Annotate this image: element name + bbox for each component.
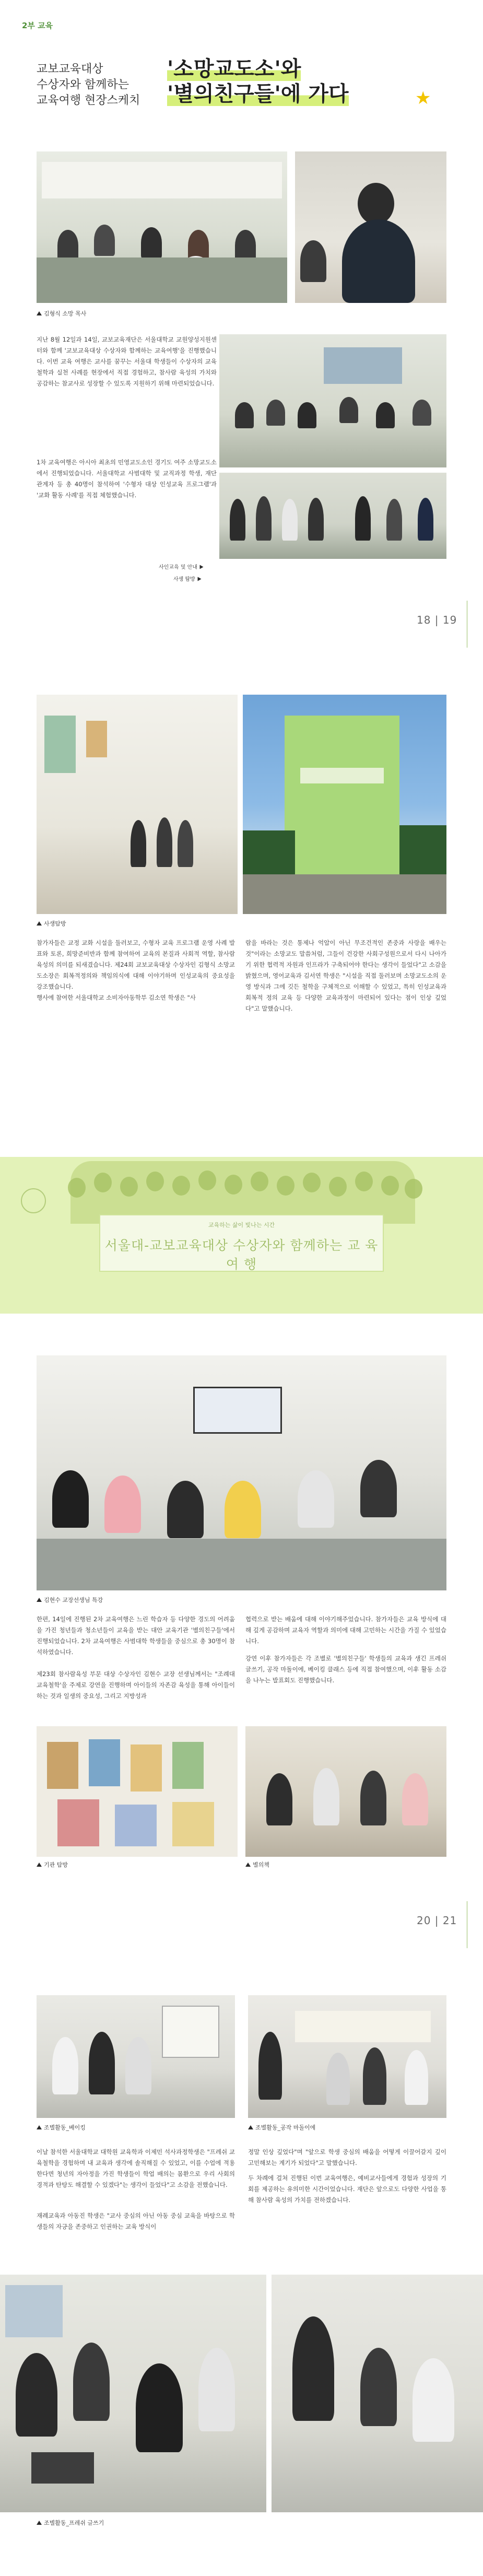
- photo-craft-activity: [248, 1995, 446, 2118]
- page2-paragraph-left-2: 행사에 참여한 서울대학교 소비자아동학부 김소연 학생은 "사: [37, 994, 196, 1001]
- page-number-18-19: 18 | 19: [417, 614, 457, 626]
- page4-paragraph-right: 정말 인상 깊었다"며 "앞으로 학생 중심의 배움을 어떻게 이끌어갈지 깊이 고민해보는 계기가 되었다"고 말했습니다.: [248, 2148, 446, 2167]
- page2-paragraph-left: 참가자들은 교정 교화 시설을 둘러보고, 수형자 교육 프로그램 운영 사례 발표와 토론, 희망준비반과 함께 참여하여 교육의 본질과 사회적 역할, 참사람 육성의 의미를 되새겼습니다. 제24회 교보교육대상 수상자인 김형식 소망교도소장은 회복적정의와 책임의식에 대해 이야기하며 인성교육의 중요성을 강조했습니다.: [37, 939, 235, 990]
- caption-hallway: 사생탐방: [37, 919, 66, 928]
- page4-paragraph-left: 이날 참석한 서울대학교 대학원 교육학과 이제민 석사과정학생은 "프레쉬 교육철학을 경험하며 내 교육과 생각에 솔직해질 수 있었고, 이를 수업에 적용한다면 청년의 자아정을 가진 학생들이 학업 배의는 몸환으로 우리 사회의 경적과 탄탕도 해결할 수 있겠다"는 생각이 들었다"고 소감을 전했습니다.: [37, 2148, 235, 2188]
- page-number-20-21: 20 | 21: [417, 1914, 457, 1927]
- photo-writing-activity-right: [272, 2275, 483, 2512]
- caption-craft: 조별활동_공작 마돌이에: [248, 2123, 315, 2132]
- title-line2: '별의친구들'에 가다: [167, 82, 349, 106]
- page2-paragraph-right: 람을 바라는 것은 통제나 억압이 아닌 무조건적인 존중과 사랑을 배우는 것"이라는 소망교도 말씀처럼, 그들이 건강한 사회구성원으로서 다시 나아가기 위한 협력적 자원과 인프라가 구축되어야 한다는 생각이 들었다"고 소감을 밝혔으며, 영어교육과 김서연 학생은 "시설을 직접 둘러보며 소망교도소의 운영 방식과 그에 깃든 철학을 구체적으로 이해할 수 있었고, 특히 인성교육과 회복적 정의 교육 등 다양한 교육과정이 마련되어 있다는 점이 인상 깊었다"고 말했습니다.: [245, 939, 446, 1012]
- photo-group-standing: [219, 473, 446, 559]
- photo-hallway: [37, 695, 238, 914]
- page1-paragraph-2: 1차 교육여행은 아시아 최초의 민영교도소인 경기도 여주 소망교도소에서 진행되었습니다. 서울대학교 사범대학 및 교직과정 학생, 재단 관계자 등 총 40명이 참석하여 '수형자 대상 인성교육 프로그램'과 '교화 활동 사례'를 직접 체험했습니다.: [37, 459, 217, 499]
- banner-small-text: 교육하는 삶이 빛나는 시간: [208, 1222, 275, 1228]
- banner-sign: [99, 1214, 384, 1272]
- star-icon: ★: [415, 88, 431, 109]
- caption-wall: 기관 탐방: [37, 1860, 68, 1869]
- photo-baking-activity: [37, 1995, 235, 2118]
- photo-group-seated: [219, 334, 446, 467]
- page4-paragraph-right-2: 두 차례에 걸쳐 진행된 이번 교육여행은, 예비교사들에게 경험과 성장의 기회를 제공하는 유의미한 시간이었습니다. 재단은 앞으로도 다양한 사업을 통해 참사람 육성의 가치를 전하겠습니다.: [248, 2174, 446, 2204]
- header-subtitle: [37, 62, 140, 109]
- page3-paragraph-right: 협력으로 받는 배움에 대해 이야기해주었습니다. 참가자들은 교육 방식에 대해 깊게 공감하며 교육자 역할과 의미에 대해 고민하는 시간을 가질 수 있었습니다.: [245, 1615, 446, 1645]
- subtitle-line: 교육여행 현장스케치: [37, 94, 140, 107]
- caption-top-photo: 김형식 소망 목사: [37, 309, 86, 318]
- caption-side-1: 사인교육 및 안내: [157, 561, 207, 571]
- caption-baking: 조별활동_베이킹: [37, 2123, 86, 2132]
- photo-wall-display: [37, 1726, 238, 1857]
- photo-classroom-wide: [37, 1355, 446, 1590]
- photo-bakery: [245, 1726, 446, 1857]
- caption-classroom: 김현수 교장선생님 특강: [37, 1596, 103, 1604]
- photo-speaker: [295, 151, 446, 303]
- section-tag: 2부 교육: [22, 21, 53, 30]
- subtitle-line: 수상자와 함께하는: [37, 78, 129, 91]
- photo-building-exterior: [243, 695, 446, 914]
- page4-paragraph-left-2: 재례교육과 아동진 학생은 "교사 중심의 아닌 아동 중심 교육을 바탕으로 학생들의 자긍을 존중하고 인권하는 교육 방식이: [37, 2212, 235, 2230]
- page-title: [167, 56, 349, 107]
- subtitle-line: 교보교육대상: [37, 63, 103, 76]
- photo-classroom-lecture: [37, 151, 287, 303]
- caption-bakery: 별의책: [245, 1860, 269, 1869]
- page3-paragraph-left: 한편, 14일에 진행된 2차 교육여행은 느린 학습자 등 다양한 경도의 어려움을 가진 청년들과 청소년들이 교육을 받는 대안 교육기관 '별의친구들'에서 진행되었습니다. 2차 교육여행은 사범대학 학생들을 중심으로 총 30명이 참석하였습니다.: [37, 1615, 235, 1656]
- banner-main-text: 서울대-교보교육대상 수상자와 함께하는 교 육 여 행: [104, 1238, 379, 1272]
- page1-paragraph-1: 지난 8월 12일과 14일, 교보교육재단은 서울대학교 교원양성지원센터와 함께 '교보교육대상 수상자와 함께하는 교육여행'을 진행했습니다. 이번 교육 여행은 교사를 꿈꾸는 서울대 학생들이 수상자의 교육 철학과 실천 사례를 현장에서 직접 경험하고, 참사람 육성의 가치와 공감하는 참교사로 성장할 수 있도록 지원하기 위해 마련되었습니다.: [37, 336, 217, 387]
- seal-logo: [21, 1188, 46, 1213]
- photo-writing-activity-left: [0, 2275, 266, 2512]
- page3-paragraph-left-2: 제23회 참사람육성 부문 대상 수상자인 김현수 교장 선생님께서는 "조례대 교육철학'을 주제로 강연을 진행하며 아이들의 자존감 육성을 통해 아이들이 하는 것과 일생의 중요성, 그리고 지방성과: [37, 1670, 235, 1700]
- caption-writing: 조별활동_프레쉬 글쓰기: [37, 2519, 104, 2527]
- group-photo-banner: [0, 1157, 483, 1314]
- caption-side-2: 사생 탐방: [171, 573, 205, 583]
- title-line1: '소망교도소'와: [167, 57, 301, 81]
- page3-paragraph-right-2: 강연 이후 참가자들은 각 조별로 '별의친구들' 학생들의 교육과 생긴 프레쉬 글쓰기, 공작 마돌이에, 베이킹 클래스 등에 직접 참여했으며, 이후 활동 소감을 나누는 발표회도 진행했습니다.: [245, 1655, 446, 1684]
